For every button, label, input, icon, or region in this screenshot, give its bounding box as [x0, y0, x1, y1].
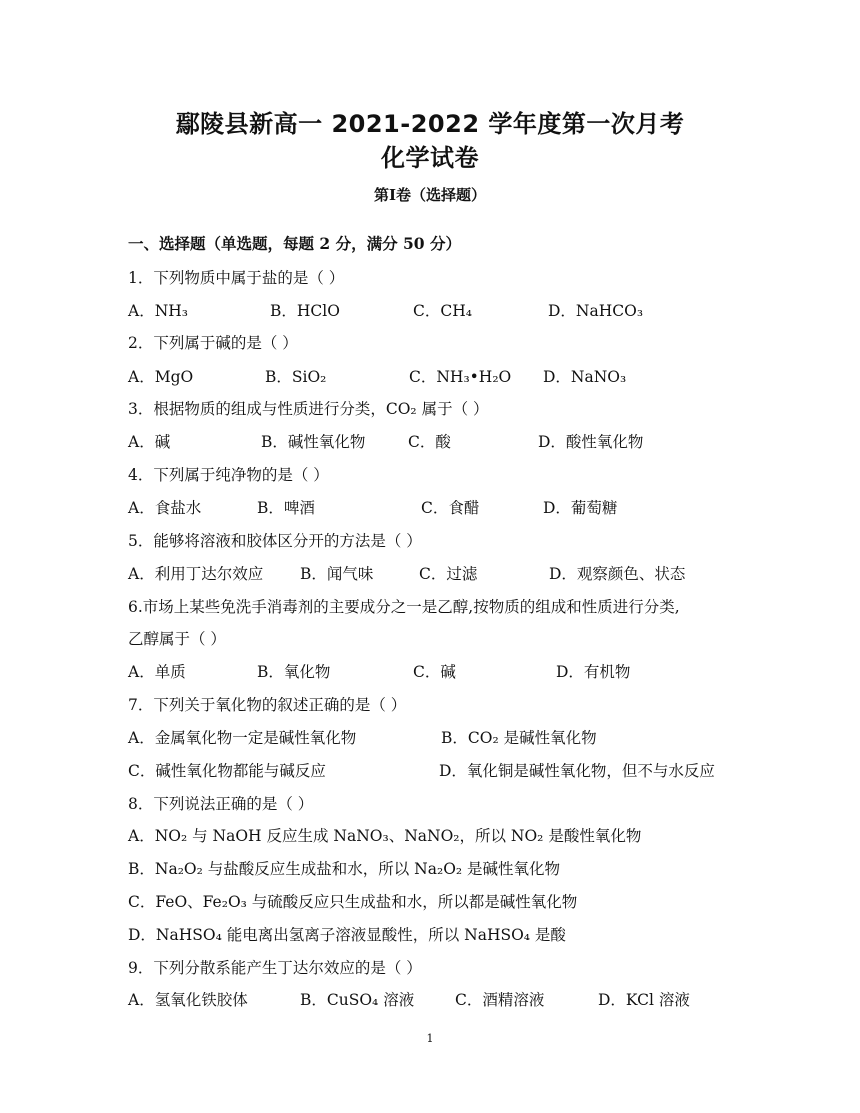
- option-b: B．HClO: [270, 302, 340, 320]
- option-a: A．单质: [128, 663, 186, 681]
- exam-title-line1: 鄢陵县新高一 2021-2022 学年度第一次月考: [175, 110, 685, 138]
- option-a: A．金属氧化物一定是碱性氧化物: [128, 729, 357, 747]
- option-b: B．SiO₂: [265, 368, 327, 386]
- option-d: D．葡萄糖: [543, 499, 618, 517]
- option-d: D．NaHCO₃: [548, 302, 644, 320]
- volume-label: 第Ⅰ卷（选择题）: [373, 186, 487, 204]
- option-c: C．CH₄: [413, 302, 472, 320]
- option-b: B．啤酒: [257, 499, 315, 517]
- question-stem: 7．下列关于氧化物的叙述正确的是（ ）: [128, 696, 407, 714]
- option-a: A．NO₂ 与 NaOH 反应生成 NaNO₃、NaNO₂，所以 NO₂ 是酸性氧化物: [128, 827, 642, 845]
- option-a: A．氢氧化铁胶体: [128, 991, 248, 1009]
- option-b: B．闻气味: [300, 565, 374, 583]
- question-stem-continued: 乙醇属于（ ）: [128, 630, 226, 648]
- option-a: A．NH₃: [128, 302, 188, 320]
- question-stem: 4．下列属于纯净物的是（ ）: [128, 466, 329, 484]
- option-d: D．NaHSO₄ 能电离出氢离子溶液显酸性，所以 NaHSO₄ 是酸: [128, 926, 566, 944]
- option-b: B．碱性氧化物: [261, 433, 366, 451]
- question-stem: 2．下列属于碱的是（ ）: [128, 334, 298, 352]
- option-b: B．氧化物: [257, 663, 331, 681]
- option-a: A．食盐水: [128, 499, 202, 517]
- option-c: C．过滤: [419, 565, 478, 583]
- option-c: C．NH₃•H₂O: [409, 368, 512, 386]
- option-a: A．碱: [128, 433, 171, 451]
- option-b: B．CuSO₄ 溶液: [300, 991, 415, 1009]
- option-c: C．酸: [408, 433, 451, 451]
- option-a: A．MgO: [128, 368, 194, 386]
- option-a: A．利用丁达尔效应: [128, 565, 264, 583]
- question-stem: 5．能够将溶液和胶体区分开的方法是（ ）: [128, 532, 422, 550]
- option-c: C．碱: [413, 663, 456, 681]
- option-c: C．酒精溶液: [455, 991, 545, 1009]
- question-stem: 6.市场上某些免洗手消毒剂的主要成分之一是乙醇,按物质的组成和性质进行分类,: [128, 598, 680, 616]
- option-d: D．氧化铜是碱性氧化物，但不与水反应: [439, 762, 715, 780]
- page-number: 1: [426, 1032, 434, 1045]
- question-stem: 1．下列物质中属于盐的是（ ）: [128, 269, 345, 287]
- option-c: C．食醋: [421, 499, 480, 517]
- question-stem: 3．根据物质的组成与性质进行分类，CO₂ 属于（ ）: [128, 400, 489, 418]
- option-d: D．有机物: [556, 663, 631, 681]
- option-c: C．碱性氧化物都能与碱反应: [128, 762, 326, 780]
- option-d: D．KCl 溶液: [598, 991, 690, 1009]
- exam-title-line2: 化学试卷: [381, 144, 479, 172]
- option-d: D．酸性氧化物: [538, 433, 644, 451]
- section-heading: 一、选择题（单选题，每题 2 分，满分 50 分）: [128, 234, 461, 253]
- question-stem: 8．下列说法正确的是（ ）: [128, 795, 314, 813]
- option-b: B．CO₂ 是碱性氧化物: [441, 729, 597, 747]
- option-d: D．观察颜色、状态: [549, 565, 686, 583]
- question-stem: 9．下列分散系能产生丁达尔效应的是（ ）: [128, 959, 422, 977]
- option-d: D．NaNO₃: [543, 368, 627, 386]
- option-b: B．Na₂O₂ 与盐酸反应生成盐和水，所以 Na₂O₂ 是碱性氧化物: [128, 860, 561, 878]
- option-c: C．FeO、Fe₂O₃ 与硫酸反应只生成盐和水，所以都是碱性氧化物: [128, 893, 578, 911]
